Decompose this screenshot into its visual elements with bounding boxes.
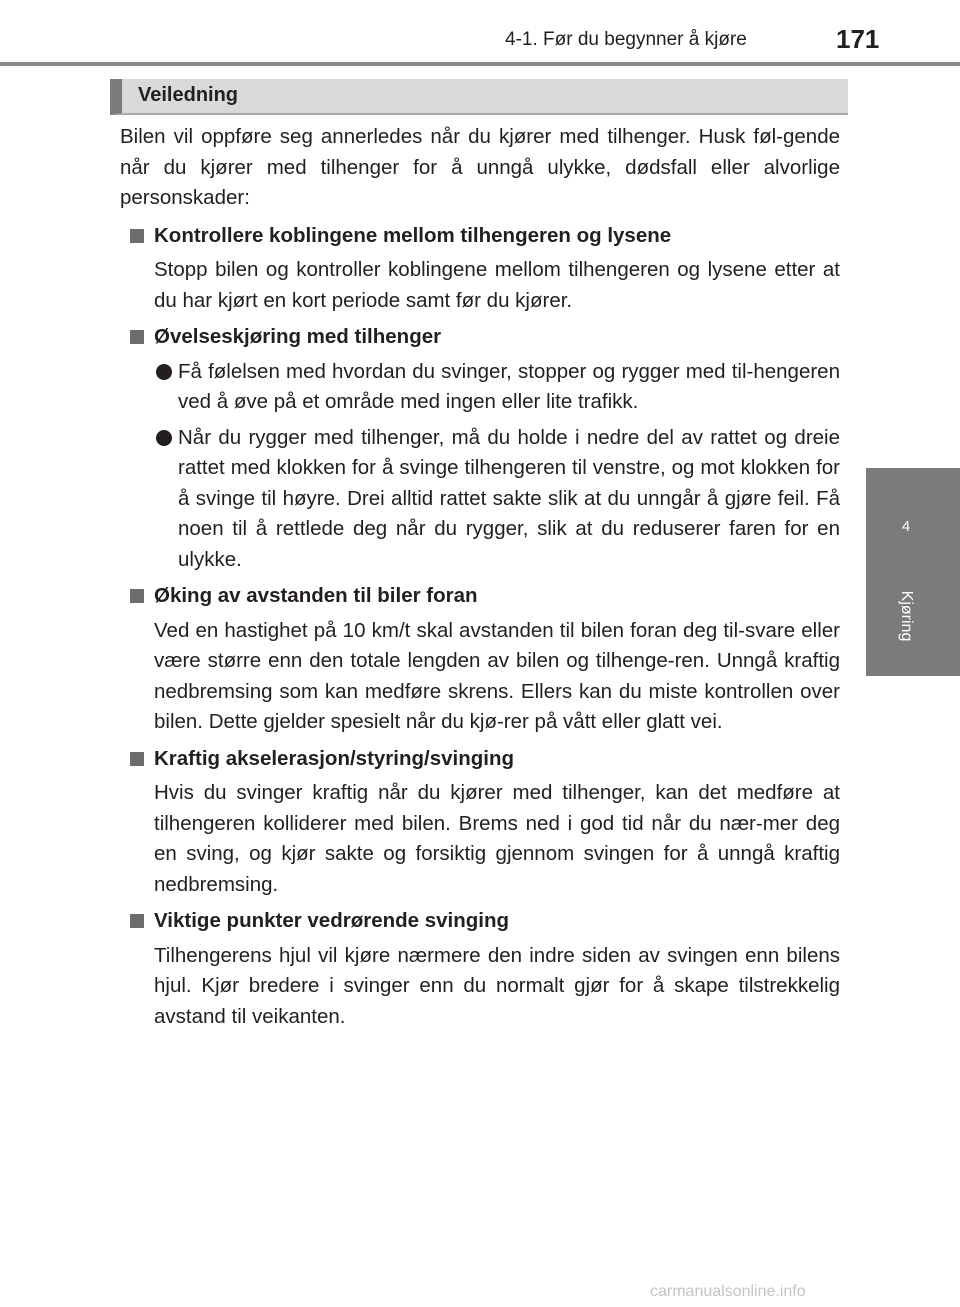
running-header-section: 4-1. Før du begynner å kjøre [505, 29, 747, 50]
circle-bullet-icon [156, 430, 172, 446]
watermark-link[interactable]: carmanualsonline.info [650, 1283, 806, 1300]
section-body: Tilhengerens hjul vil kjøre nærmere den indre siden av svingen enn bilens hjul. Kjør bredere i svinger enn du normalt gjør for å skape tilstrekkelig avstand til veikanten. [154, 943, 840, 1028]
chapter-label: Kjøring [898, 590, 915, 642]
section-heading-text: Øking av avstanden til biler foran [154, 584, 478, 607]
chapter-number: 4 [901, 518, 911, 535]
section-heading [120, 906, 840, 937]
section-body: Hvis du svinger kraftig når du kjører med tilhenger, kan det medføre at tilhengeren kolliderer med bilen. Brems ned i god tid når du nær-mer deg en sving, og kjør sakte og forsiktig gjennom svingen for å unngå kraftig nedbremsing. [154, 781, 840, 896]
section-heading-text: Viktige punkter vedrørende svinging [154, 909, 510, 932]
square-bullet-icon [130, 752, 144, 766]
list-item-text: Få følelsen med hvordan du svinger, stopper og rygger med til-hengeren ved å øve på et område med ingen eller lite trafikk. [178, 359, 840, 413]
page-number: 171 [836, 24, 880, 54]
section-heading-text: Kraftig akselerasjon/styring/svinging [154, 746, 514, 770]
list-item-text: Når du rygger med tilhenger, må du holde i nedre del av rattet og dreie rattet med klokken for å svinge tilhengeren til venstre, og mot klokken for å svinge til høyre. Drei alltid rattet sakte slik at du unngår å gjøre feil. Få noen til å rettlede deg når du rygger, slik at du reduserer faren for en ulykke. [178, 425, 840, 571]
square-bullet-icon [130, 589, 144, 603]
intro-paragraph: Bilen vil oppføre seg annerledes når du kjører med tilhenger. Husk føl-gende når du kjører med tilhenger for å unngå ulykke, dødsfall eller alvorlige personskader: [120, 125, 840, 209]
circle-bullet-icon [156, 364, 172, 380]
section-heading [120, 581, 840, 612]
square-bullet-icon [130, 330, 144, 344]
section-heading-text: Kontrollere koblingene mellom tilhengeren og lysene [154, 223, 672, 247]
section-body: Ved en hastighet på 10 km/t skal avstanden til bilen foran deg til-svare eller være større enn den totale lengden av bilen og tilhenge-ren. Unngå kraftig nedbremsing som kan medføre skrens. Ellers kan du miste kontrollen over bilen. Dette gjelder spesielt når du kjø-rer på vått eller glatt vei. [154, 618, 840, 733]
section-turning [120, 906, 840, 1032]
section-practice [120, 322, 840, 575]
section-acceleration [120, 744, 840, 901]
square-bullet-icon [130, 229, 144, 243]
square-bullet-icon [130, 914, 144, 928]
chapter-side-tab [866, 468, 960, 676]
section-distance [120, 581, 840, 738]
section-connections [120, 221, 840, 317]
caution-title: Veiledning [138, 84, 239, 106]
caution-header-bar [110, 79, 848, 115]
section-heading-text: Øvelseskjøring med tilhenger [154, 325, 442, 348]
list-item [120, 357, 840, 418]
section-heading [120, 322, 840, 353]
section-heading [120, 221, 840, 252]
header-divider [0, 62, 960, 66]
section-heading [120, 744, 840, 775]
list-item [120, 423, 840, 576]
main-content [120, 122, 840, 1038]
section-body: Stopp bilen og kontroller koblingene mellom tilhengeren og lysene etter at du har kjørt en kort periode samt før du kjører. [154, 258, 840, 312]
